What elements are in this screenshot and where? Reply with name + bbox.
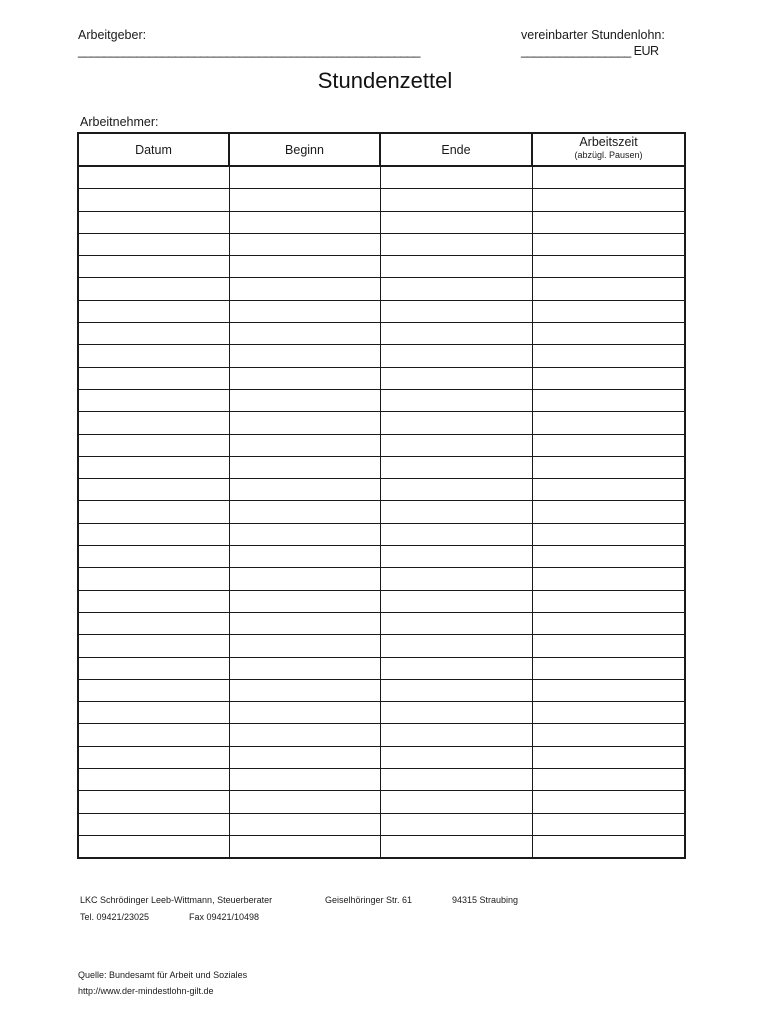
worktime-cell[interactable]: [532, 835, 685, 858]
table-row: [78, 835, 685, 858]
end-cell[interactable]: [380, 189, 532, 211]
start-cell[interactable]: [229, 702, 380, 724]
date-cell[interactable]: [78, 434, 229, 456]
employee-label: Arbeitnehmer:: [80, 115, 159, 129]
end-cell[interactable]: [380, 813, 532, 835]
employer-input-line[interactable]: _____________________________________________________: [78, 44, 420, 58]
table-row: [78, 323, 685, 345]
end-cell[interactable]: [380, 256, 532, 278]
end-cell[interactable]: [380, 345, 532, 367]
worktime-cell[interactable]: [532, 523, 685, 545]
date-cell[interactable]: [78, 724, 229, 746]
table-row: [78, 612, 685, 634]
footer-firm: LKC Schrödinger Leeb-Wittmann, Steuerberater: [80, 895, 273, 905]
footer-url[interactable]: http://www.der-mindestlohn-gilt.de: [78, 986, 214, 996]
worktime-cell[interactable]: [532, 612, 685, 634]
table-row: [78, 300, 685, 322]
end-cell[interactable]: [380, 612, 532, 634]
table-row: [78, 389, 685, 411]
table-row: [78, 791, 685, 813]
date-cell[interactable]: [78, 813, 229, 835]
worktime-cell[interactable]: [532, 189, 685, 211]
table-row: [78, 679, 685, 701]
table-row: [78, 523, 685, 545]
end-cell[interactable]: [380, 501, 532, 523]
end-cell[interactable]: [380, 568, 532, 590]
date-cell[interactable]: [78, 211, 229, 233]
column-header-start: Beginn: [229, 133, 380, 166]
table-row: [78, 590, 685, 612]
end-cell[interactable]: [380, 724, 532, 746]
worktime-cell[interactable]: [532, 769, 685, 791]
start-cell[interactable]: [229, 345, 380, 367]
start-cell[interactable]: [229, 256, 380, 278]
worktime-header-note: (abzügl. Pausen): [574, 150, 643, 160]
worktime-cell[interactable]: [532, 456, 685, 478]
worktime-cell[interactable]: [532, 256, 685, 278]
end-cell[interactable]: [380, 300, 532, 322]
worktime-cell[interactable]: [532, 813, 685, 835]
date-cell[interactable]: [78, 367, 229, 389]
table-row: [78, 166, 685, 189]
footer-fax: Fax 09421/10498: [189, 912, 260, 922]
end-cell[interactable]: [380, 523, 532, 545]
end-cell[interactable]: [380, 323, 532, 345]
date-cell[interactable]: [78, 166, 229, 189]
worktime-cell[interactable]: [532, 479, 685, 501]
table-row: [78, 345, 685, 367]
footer-street: Geiselhöringer Str. 61: [325, 895, 413, 905]
end-cell[interactable]: [380, 746, 532, 768]
date-cell[interactable]: [78, 635, 229, 657]
date-cell[interactable]: [78, 568, 229, 590]
table-row: [78, 501, 685, 523]
end-cell[interactable]: [380, 635, 532, 657]
start-cell[interactable]: [229, 769, 380, 791]
table-row: [78, 233, 685, 255]
start-cell[interactable]: [229, 389, 380, 411]
start-cell[interactable]: [229, 300, 380, 322]
date-cell[interactable]: [78, 746, 229, 768]
worktime-cell[interactable]: [532, 323, 685, 345]
end-cell[interactable]: [380, 412, 532, 434]
start-cell[interactable]: [229, 189, 380, 211]
start-cell[interactable]: [229, 412, 380, 434]
date-cell[interactable]: [78, 479, 229, 501]
end-cell[interactable]: [380, 590, 532, 612]
end-cell[interactable]: [380, 211, 532, 233]
date-cell[interactable]: [78, 679, 229, 701]
worktime-cell[interactable]: [532, 568, 685, 590]
table-row: [78, 546, 685, 568]
table-row: [78, 702, 685, 724]
start-cell[interactable]: [229, 679, 380, 701]
table-row: [78, 412, 685, 434]
date-cell[interactable]: [78, 189, 229, 211]
end-cell[interactable]: [380, 657, 532, 679]
end-cell[interactable]: [380, 546, 532, 568]
date-cell[interactable]: [78, 612, 229, 634]
worktime-cell[interactable]: [532, 345, 685, 367]
table-row: [78, 724, 685, 746]
column-header-end: Ende: [380, 133, 532, 166]
worktime-cell[interactable]: [532, 590, 685, 612]
start-cell[interactable]: [229, 746, 380, 768]
employer-label: Arbeitgeber:: [78, 28, 147, 42]
start-cell[interactable]: [229, 233, 380, 255]
date-cell[interactable]: [78, 456, 229, 478]
worktime-cell[interactable]: [532, 389, 685, 411]
start-cell[interactable]: [229, 612, 380, 634]
footer-phone: Tel. 09421/23025: [80, 912, 150, 922]
table-row: [78, 434, 685, 456]
worktime-cell[interactable]: [532, 635, 685, 657]
date-cell[interactable]: [78, 523, 229, 545]
date-cell[interactable]: [78, 256, 229, 278]
date-cell[interactable]: [78, 389, 229, 411]
worktime-cell[interactable]: [532, 679, 685, 701]
page-title: Stundenzettel: [317, 68, 453, 93]
date-cell[interactable]: [78, 590, 229, 612]
footer-city: 94315 Straubing: [452, 895, 519, 905]
worktime-cell[interactable]: [532, 412, 685, 434]
start-cell[interactable]: [229, 456, 380, 478]
start-cell[interactable]: [229, 813, 380, 835]
start-cell[interactable]: [229, 657, 380, 679]
date-cell[interactable]: [78, 300, 229, 322]
end-cell[interactable]: [380, 233, 532, 255]
table-row: [78, 367, 685, 389]
hourly-wage-label: vereinbarter Stundenlohn:: [521, 28, 665, 42]
start-cell[interactable]: [229, 590, 380, 612]
start-cell[interactable]: [229, 501, 380, 523]
table-row: [78, 769, 685, 791]
worktime-cell[interactable]: [532, 278, 685, 300]
date-cell[interactable]: [78, 412, 229, 434]
start-cell[interactable]: [229, 791, 380, 813]
column-header-date: Datum: [78, 133, 229, 166]
start-cell[interactable]: [229, 568, 380, 590]
end-cell[interactable]: [380, 702, 532, 724]
table-row: [78, 456, 685, 478]
end-cell[interactable]: [380, 791, 532, 813]
worktime-cell[interactable]: [532, 211, 685, 233]
table-header-row: [78, 133, 685, 166]
end-cell[interactable]: [380, 278, 532, 300]
start-cell[interactable]: [229, 434, 380, 456]
worktime-header-label: Arbeitszeit: [579, 135, 638, 149]
table-row: [78, 568, 685, 590]
date-cell[interactable]: [78, 233, 229, 255]
worktime-cell[interactable]: [532, 657, 685, 679]
table-row: [78, 278, 685, 300]
date-cell[interactable]: [78, 345, 229, 367]
end-cell[interactable]: [380, 835, 532, 858]
worktime-cell[interactable]: [532, 367, 685, 389]
table-row: [78, 746, 685, 768]
end-cell[interactable]: [380, 456, 532, 478]
end-cell[interactable]: [380, 389, 532, 411]
date-cell[interactable]: [78, 702, 229, 724]
date-cell[interactable]: [78, 323, 229, 345]
date-cell[interactable]: [78, 791, 229, 813]
start-cell[interactable]: [229, 635, 380, 657]
footer-source: Quelle: Bundesamt für Arbeit und Soziales: [78, 970, 248, 980]
start-cell[interactable]: [229, 835, 380, 858]
worktime-cell[interactable]: [532, 724, 685, 746]
end-cell[interactable]: [380, 434, 532, 456]
table-row: [78, 813, 685, 835]
worktime-cell[interactable]: [532, 434, 685, 456]
worktime-cell[interactable]: [532, 546, 685, 568]
date-cell[interactable]: [78, 769, 229, 791]
start-cell[interactable]: [229, 367, 380, 389]
end-cell[interactable]: [380, 166, 532, 189]
start-cell[interactable]: [229, 479, 380, 501]
timesheet-rows: [78, 166, 685, 858]
start-cell[interactable]: [229, 211, 380, 233]
date-cell[interactable]: [78, 278, 229, 300]
worktime-cell[interactable]: [532, 233, 685, 255]
table-row: [78, 211, 685, 233]
timesheet-table: [77, 132, 686, 859]
start-cell[interactable]: [229, 724, 380, 746]
hourly-wage-input-line[interactable]: _________________ EUR: [521, 44, 659, 58]
worktime-cell[interactable]: [532, 166, 685, 189]
table-row: [78, 479, 685, 501]
end-cell[interactable]: [380, 479, 532, 501]
start-cell[interactable]: [229, 166, 380, 189]
start-cell[interactable]: [229, 278, 380, 300]
start-cell[interactable]: [229, 323, 380, 345]
start-cell[interactable]: [229, 546, 380, 568]
table-row: [78, 635, 685, 657]
date-cell[interactable]: [78, 657, 229, 679]
column-header-worktime: [532, 133, 685, 166]
start-cell[interactable]: [229, 523, 380, 545]
table-row: [78, 657, 685, 679]
end-cell[interactable]: [380, 769, 532, 791]
worktime-cell[interactable]: [532, 300, 685, 322]
end-cell[interactable]: [380, 367, 532, 389]
date-cell[interactable]: [78, 546, 229, 568]
worktime-cell[interactable]: [532, 702, 685, 724]
end-cell[interactable]: [380, 679, 532, 701]
table-row: [78, 256, 685, 278]
worktime-cell[interactable]: [532, 791, 685, 813]
date-cell[interactable]: [78, 501, 229, 523]
table-row: [78, 189, 685, 211]
worktime-cell[interactable]: [532, 501, 685, 523]
date-cell[interactable]: [78, 835, 229, 858]
worktime-cell[interactable]: [532, 746, 685, 768]
